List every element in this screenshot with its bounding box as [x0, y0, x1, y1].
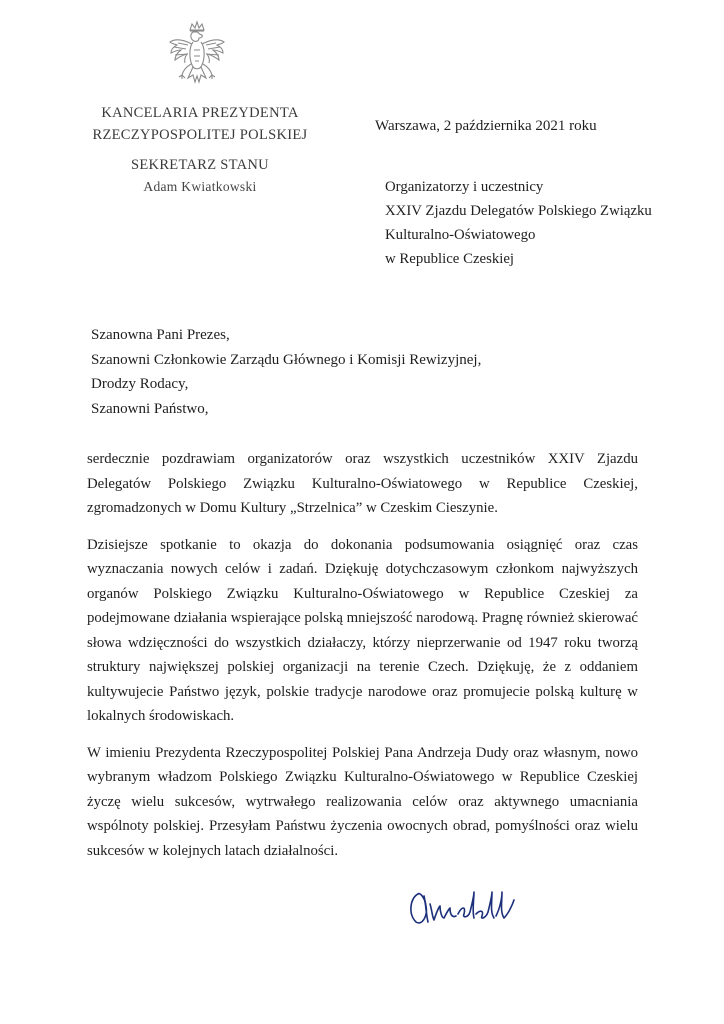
office-name-line-1: KANCELARIA PREZYDENTA	[101, 105, 299, 121]
sender-name: Adam Kwiatkowski	[143, 179, 257, 194]
recipient-line: XXIV Zjazdu Delegatów Polskiego Związku	[385, 203, 652, 219]
recipient-line: w Republice Czeskiej	[385, 251, 515, 267]
letter-body	[87, 447, 638, 875]
office-name-line-2: RZECZYPOSPOLITEJ POLSKIEJ	[92, 127, 308, 143]
salutation-line: Szanowni Państwo,	[91, 400, 209, 417]
recipient-line: Organizatorzy i uczestnicy	[385, 179, 544, 195]
salutation-line: Drodzy Rodacy,	[91, 376, 189, 392]
salutation-line: Szanowna Pani Prezes,	[91, 327, 230, 343]
body-paragraph: Dzisiejsze spotkanie to okazja do dokonania podsumowania osiągnięć oraz czas wyznaczania nowych celów i zadań. Dziękuję dotychczasowym członkom najwyższych organów Polskiego Związku Kulturalno-Oświatowego w Republice Czeskiej za podejmowane działania wspierające polską mniejszość narodową. Pragnę również skierować słowa wdzięczności do wszystkich działaczy, którzy nieprzerwanie od 1947 roku tworzą struktury największej polskiej organizacji na terenie Czech. Dziękuję, że z oddaniem kultywujecie Państwo język, polskie tradycje narodowe oraz promujecie polską kulturę w lokalnych środowiskach.	[87, 536, 638, 724]
body-paragraph: serdecznie pozdrawiam organizatorów oraz wszystkich uczestników XXIV Zjazdu Delegatów Polskiego Związku Kulturalno-Oświatowego w Republice Czeskiej, zgromadzonych w Domu Kultury „Strzelnica” w Czeskim Cieszynie.	[87, 451, 638, 516]
salutation-block	[91, 323, 481, 421]
sender-block	[70, 102, 330, 198]
polish-eagle-emblem-icon	[166, 20, 228, 92]
sender-title: SEKRETARZ STANU	[131, 157, 269, 173]
handwritten-signature-icon	[404, 884, 522, 930]
recipient-block	[385, 175, 652, 271]
salutation-line: Szanowni Członkowie Zarządu Głównego i Komisji Rewizyjnej,	[91, 351, 482, 368]
letter-date: Warszawa, 2 października 2021 roku	[375, 118, 597, 134]
body-paragraph: W imieniu Prezydenta Rzeczypospolitej Polskiej Pana Andrzeja Dudy oraz własnym, nowo wybranym władzom Polskiego Związku Kulturalno-Oświatowego w Republice Czeskiej życzę wielu sukcesów, wytrwałego realizowania celów oraz aktywnego umacniania wspólnoty polskiej. Przesyłam Państwu życzenia owocnych obrad, pomyślności oraz wielu sukcesów w kolejnych latach działalności.	[87, 744, 638, 859]
recipient-line: Kulturalno-Oświatowego	[385, 227, 536, 243]
